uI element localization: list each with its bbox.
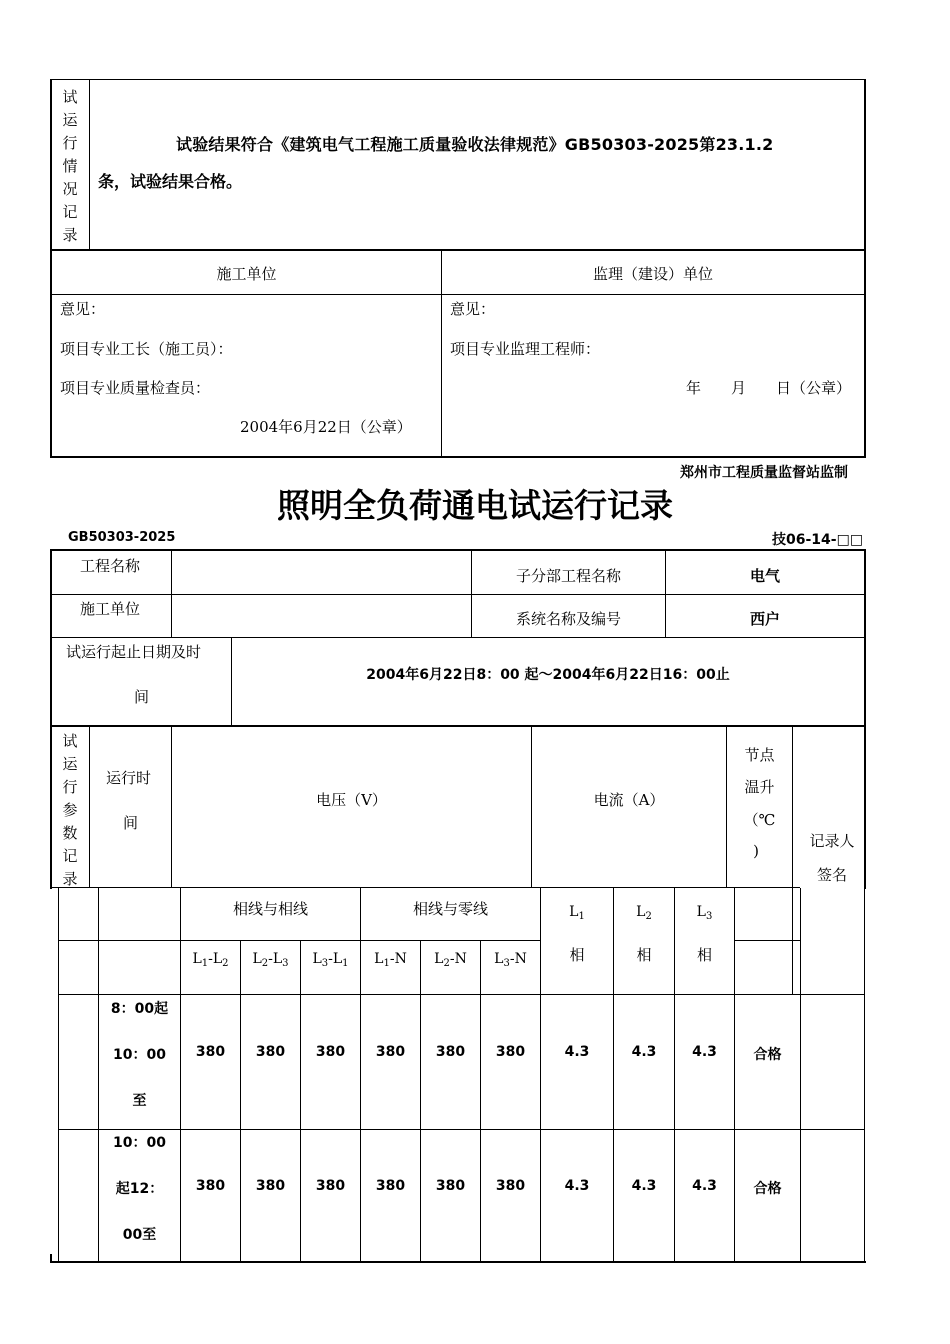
opinion-left-label: 意见： (60, 300, 106, 318)
current-col-l3-phase: 相 (696, 946, 712, 964)
voltage-col-l3-l1: $L_3-L_1$ (312, 951, 349, 969)
current-col-l1: $L_1$ (569, 904, 585, 922)
result-text-line2: 条，试验结果合格。 (98, 172, 243, 191)
voltage-header: 电压（V） (316, 791, 387, 809)
project-name-label: 工程名称 (80, 557, 141, 575)
row1-v-l1-n: 380 (375, 1044, 406, 1060)
construction-unit-header: 施工单位 (216, 265, 277, 283)
row1-time-line2: 10：00 (113, 1047, 166, 1063)
row2-v-l2-l3: 380 (255, 1178, 286, 1194)
standard-code: GB50303-2025 (68, 530, 176, 545)
date-seal-left: 2004年6月22日（公章） (240, 418, 412, 436)
row2-time-line2: 起12： (115, 1181, 164, 1197)
result-text-line1: 试验结果符合《建筑电气工程施工质量验收法律规范》GB50303-2025第23.1.2 (176, 135, 774, 154)
supervision-unit-header: 监理（建设）单位 (592, 265, 713, 283)
row2-i-l3: 4.3 (692, 1178, 717, 1194)
row1-v-l2-n: 380 (435, 1044, 466, 1060)
run-time-header-1: 运行时 (106, 769, 152, 787)
temp-rise-line1: 节点 (744, 746, 775, 764)
row1-time-line3: 至 (132, 1093, 147, 1109)
run-time-header-2: 间 (123, 814, 139, 832)
opinion-right-label: 意见： (450, 300, 496, 318)
trial-run-record-side-label: 试 运 行 情 况 记 录 (62, 88, 78, 244)
row2-v-l1-l2: 380 (195, 1178, 226, 1194)
temp-rise-line3: （℃ (743, 811, 776, 829)
row1-v-l2-l3: 380 (255, 1044, 286, 1060)
row1-temp-result: 合格 (753, 1047, 782, 1063)
row2-time-line1: 10：00 (113, 1135, 166, 1151)
voltage-col-l3-n: $L_3-N$ (494, 951, 527, 969)
row1-time-line1: 8：00起 (110, 1001, 169, 1017)
system-value: 西户 (749, 610, 780, 628)
recorder-line1: 记录人 (809, 832, 855, 850)
voltage-col-l1-l2: $L_1-L_2$ (192, 951, 229, 969)
voltage-col-l1-n: $L_1-N$ (374, 951, 407, 969)
row1-v-l3-n: 380 (495, 1044, 526, 1060)
row1-i-l2: 4.3 (631, 1044, 657, 1060)
row1-v-l3-l1: 380 (315, 1044, 346, 1060)
row2-temp-result: 合格 (753, 1181, 782, 1197)
current-header: 电流（A） (593, 791, 665, 809)
phase-neutral-header: 相线与零线 (412, 900, 488, 918)
voltage-col-l2-l3: $L_2-L_3$ (252, 951, 289, 969)
row2-i-l1: 4.3 (564, 1178, 590, 1194)
trial-period-value: 2004年6月22日8：00 起～2004年6月22日16：00止 (366, 667, 730, 683)
form-code: 技06-14-□□ (772, 532, 864, 548)
trial-param-side-label: 试 运 行 参 数 记 录 (62, 732, 78, 888)
row1-i-l1: 4.3 (564, 1044, 590, 1060)
supervisor-engineer-label: 项目专业监理工程师： (450, 340, 601, 358)
temp-rise-line4: ) (753, 842, 759, 860)
supervising-station: 郑州市工程质量监督站监制 (680, 465, 848, 481)
row1-i-l3: 4.3 (692, 1044, 717, 1060)
current-col-l2-phase: 相 (636, 946, 652, 964)
sub-project-label: 子分部工程名称 (515, 567, 621, 585)
current-col-l1-phase: 相 (569, 946, 585, 964)
trial-period-label-2: 间 (134, 688, 150, 706)
system-label: 系统名称及编号 (515, 610, 621, 628)
current-col-l2: $L_2$ (636, 904, 652, 922)
foreman-label: 项目专业工长（施工员）： (60, 340, 233, 358)
current-col-l3: $L_3$ (696, 904, 713, 922)
recorder-line2: 签名 (816, 866, 847, 884)
construction-unit-label: 施工单位 (80, 600, 141, 618)
row2-i-l2: 4.3 (631, 1178, 657, 1194)
row2-v-l3-n: 380 (495, 1178, 526, 1194)
sub-project-value: 电气 (749, 567, 780, 585)
row2-v-l2-n: 380 (435, 1178, 466, 1194)
phase-phase-header: 相线与相线 (232, 900, 308, 918)
row2-time-line3: 00至 (122, 1227, 157, 1243)
temp-rise-line2: 温升 (744, 778, 775, 796)
voltage-col-l2-n: $L_2-N$ (434, 951, 467, 969)
row2-v-l1-n: 380 (375, 1178, 406, 1194)
row1-v-l1-l2: 380 (195, 1044, 226, 1060)
date-seal-right: 年 月 日（公章） (686, 379, 852, 397)
trial-period-label-1: 试运行起止日期及时 (66, 643, 202, 661)
quality-inspector-label: 项目专业质量检查员： (60, 379, 211, 397)
row2-v-l3-l1: 380 (315, 1178, 346, 1194)
form-title: 照明全负荷通电试运行记录 (277, 486, 673, 525)
